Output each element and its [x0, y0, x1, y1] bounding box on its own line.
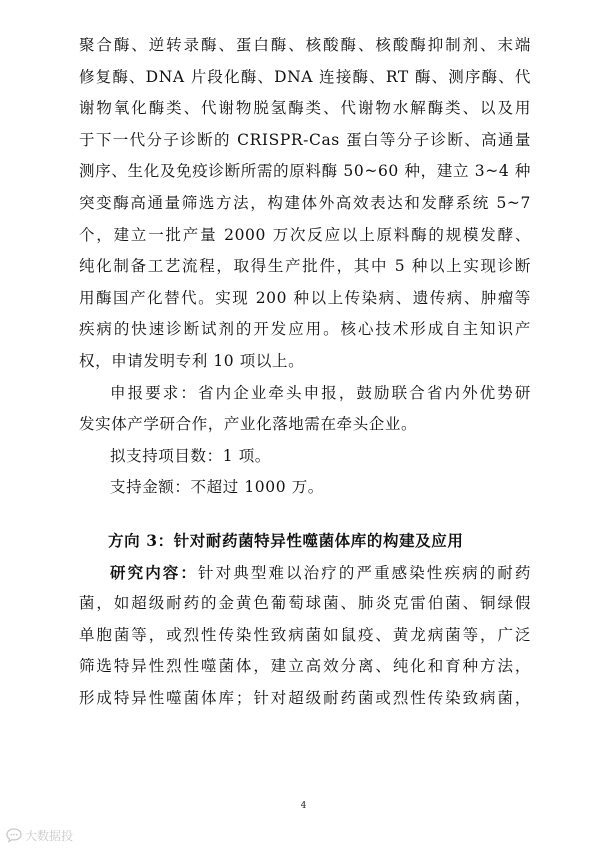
- text-line: 谢物氧化酶类、代谢物脱氢酶类、代谢物水解酶类、以及用: [79, 99, 531, 118]
- text-line: 申报要求：省内企业牵头申报，鼓励联合省内外优势研: [110, 383, 531, 402]
- text-line: 菌，如超级耐药的金黄色葡萄球菌、肺炎克雷伯菌、铜绿假: [79, 594, 531, 613]
- text-line: 单胞菌等，或烈性传染性致病菌如鼠疫、黄龙病菌等，广泛: [79, 625, 531, 644]
- text-line: 权，申请发明专利 10 项以上。: [79, 351, 305, 370]
- watermark: [6, 826, 73, 844]
- funding-amount: 支持金额：不超过 1000 万。: [110, 478, 324, 497]
- section-heading: 方向 3：针对耐药菌特异性噬菌体库的构建及应用: [108, 530, 464, 550]
- text-line: 测序、生化及免疫诊断所需的原料酶 50~60 种，建立 3~4 种: [79, 162, 531, 181]
- text-line: 聚合酶、逆转录酶、蛋白酶、核酸酶、核酸酶抑制剂、末端: [79, 36, 531, 54]
- research-lead-text: 针对典型难以治疗的严重感染性疾病的耐药: [198, 563, 531, 582]
- text-line: 形成特异性噬菌体库；针对超级耐药菌或烈性传染致病菌，: [79, 688, 531, 707]
- watermark-text: 大数据投: [25, 828, 74, 843]
- body-text: [79, 30, 531, 714]
- section-gap: [79, 504, 531, 525]
- page-number: 4: [300, 801, 307, 811]
- text-line: 于下一代分子诊断的 CRISPR-Cas 蛋白等分子诊断、高通量: [79, 130, 531, 149]
- project-count: 拟支持项目数：1 项。: [110, 446, 271, 465]
- text-line: 筛选特异性烈性噬菌体，建立高效分离、纯化和育种方法，: [79, 657, 531, 676]
- chat-bubble-logo-icon: [6, 827, 22, 843]
- research-lead-line: [79, 557, 531, 589]
- paragraph-requirements: [79, 378, 531, 441]
- paragraph-enzymes: [79, 30, 531, 378]
- text-line: 突变酶高通量筛选方法，构建体外高效表达和发酵系统 5~7: [79, 193, 531, 212]
- research-content-label: 研究内容：: [110, 562, 199, 582]
- text-line: 纯化制备工艺流程，取得生产批件，其中 5 种以上实现诊断: [79, 257, 531, 276]
- text-line: 个，建立一批产量 2000 万次反应以上原料酶的规模发酵、: [79, 225, 531, 244]
- text-line: 疾病的快速诊断试剂的开发应用。核心技术形成自主知识产: [79, 320, 531, 339]
- text-line: 修复酶、DNA 片段化酶、DNA 连接酶、RT 酶、测序酶、代: [79, 67, 531, 86]
- text-line: 发实体产学研合作，产业化落地需在牵头企业。: [79, 415, 418, 434]
- text-line: 用酶国产化替代。实现 200 种以上传染病、遗传病、肿瘤等: [79, 288, 531, 307]
